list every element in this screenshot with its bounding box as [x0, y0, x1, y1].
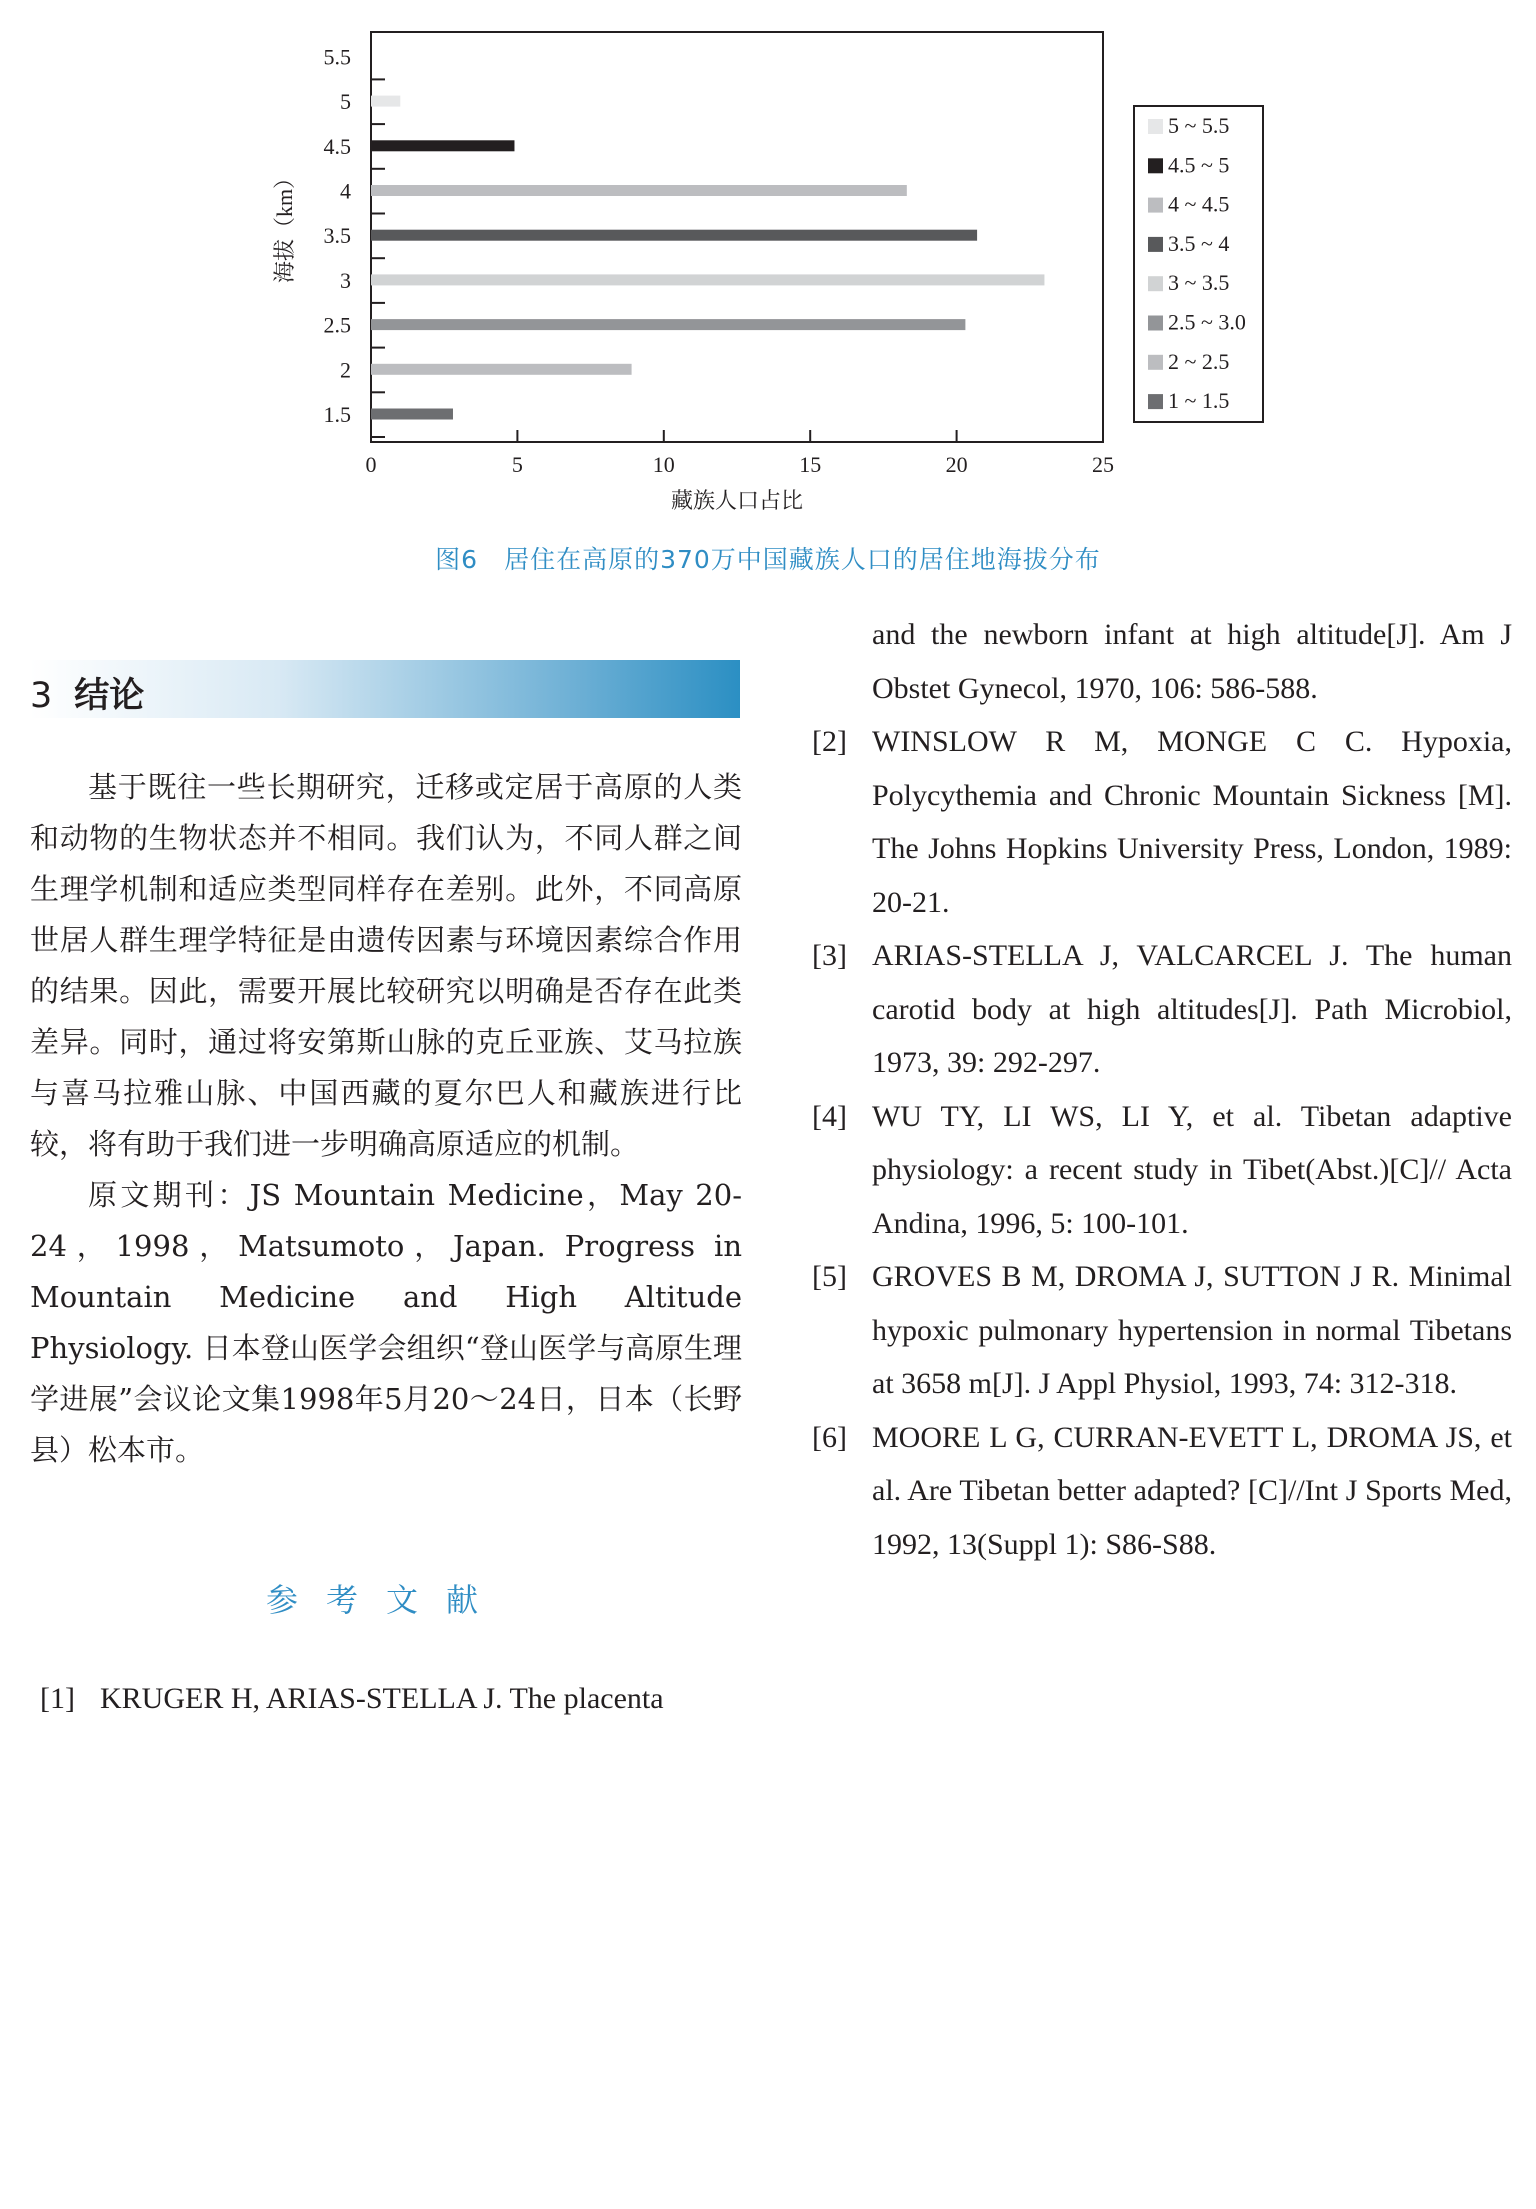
figure-caption: 图6 居住在高原的370万中国藏族人口的居住地海拔分布 [435, 545, 1101, 574]
legend-label: 2.5 ~ 3.0 [1168, 309, 1246, 335]
y-tick-label: 4 [340, 178, 351, 204]
legend-swatch [1148, 198, 1163, 213]
conclusion-paragraph: 基于既往一些长期研究，迁移或定居于高原的人类和动物的生物状态并不相同。我们认为，不同人群之间生理学机制和适应类型同样存在差别。此外，不同高原世居人群生理学特征是由遗传因素与环境因素综合作用的结果。因此，需要开展比较研究以明确是否存在此类差异。同时，通过将安第斯山脉的克丘亚族、艾马拉族与喜马拉雅山脉、中国西藏的夏尔巴人和藏族进行比较，将有助于我们进一步明确高原适应的机制。 [30, 770, 742, 1161]
bar [371, 140, 514, 151]
x-tick-label: 25 [1092, 452, 1114, 477]
reference-1-start [40, 1672, 742, 1726]
bar [371, 274, 1044, 285]
conclusion-body [30, 762, 742, 1476]
reference-tag: [3] [812, 939, 847, 972]
source-note-paragraph: 原文期刊：JS Mountain Medicine，May 20-24，1998，Matsumoto，Japan. Progress in Mountain Medicine and High Altitude Physiology. 日本登山医学会组织“登山医学与高原生理学进展”会议论文集1998年5月20～24日，日本（长野县）松本市。 [30, 1178, 742, 1467]
x-tick-label: 15 [799, 452, 822, 477]
reference-item [812, 1090, 1512, 1251]
reference-text: GROVES B M, DROMA J, SUTTON J R. Minimal hypoxic pulmonary hypertension in normal Tibetans at 3658 m[J]. J Appl Physiol, 1993, 74: 312-318. [872, 1260, 1512, 1400]
y-tick-label: 5.5 [323, 44, 351, 70]
references-heading: 参考文献 [265, 1581, 506, 1619]
legend-label: 4.5 ~ 5 [1168, 152, 1230, 178]
reference-tag: [6] [812, 1420, 847, 1454]
reference-text: ARIAS-STELLA J, VALCARCEL J. The human carotid body at high altitudes[J]. Path Microbiol, 1973, 39: 292-297. [872, 939, 1512, 1079]
section-title [30, 668, 144, 718]
y-tick-label: 3 [340, 267, 351, 293]
legend-label: 1 ~ 1.5 [1168, 388, 1230, 414]
y-axis-label: 海拔（km） [272, 166, 297, 284]
reference-item [812, 1250, 1512, 1411]
y-tick-label: 1.5 [323, 402, 351, 427]
legend-label: 3.5 ~ 4 [1168, 230, 1230, 256]
reference-text: WINSLOW R M, MONGE C C. Hypoxia, Polycythemia and Chronic Mountain Sickness [M]. The Johns Hopkins University Press, London, 1989: 20-21. [872, 725, 1512, 919]
reference-item [812, 929, 1512, 1090]
references-right-column [812, 608, 1512, 1571]
bars-layer [371, 96, 1044, 420]
reference-item [812, 1411, 1512, 1572]
reference-tag: [1] [40, 1682, 75, 1715]
legend-swatch [1148, 158, 1163, 173]
reference-tag: [4] [812, 1099, 847, 1133]
reference-text: KRUGER H, ARIAS-STELLA J. The placenta [100, 1682, 664, 1715]
reference-item [812, 715, 1512, 929]
x-tick-label: 20 [945, 452, 968, 477]
y-tick-label: 4.5 [323, 133, 351, 159]
altitude-distribution-chart [0, 0, 1536, 540]
reference-tag: [5] [812, 1260, 847, 1293]
bar [371, 319, 965, 330]
x-tick-label: 0 [365, 452, 377, 477]
bar [371, 409, 453, 420]
y-tick-label: 2.5 [323, 312, 351, 338]
y-tick-label: 5 [340, 89, 351, 115]
reference-tag: [2] [812, 725, 847, 758]
x-axis-label: 藏族人口占比 [670, 488, 804, 513]
bar [371, 230, 977, 241]
x-ticks [366, 430, 1115, 477]
reference-text: WU TY, LI WS, LI Y, et al. Tibetan adaptive physiology: a recent study in Tibet(Abst.)[C]// Acta Andina, 1996, 5: 100-101. [872, 1099, 1512, 1240]
y-tick-label: 2 [340, 357, 351, 383]
reference-1-continued [812, 608, 1512, 715]
reference-text: MOORE L G, CURRAN-EVETT L, DROMA JS, et al. Are Tibetan better adapted? [C]//Int J Sports Med, 1992, 13(Suppl 1): S86-S88. [872, 1420, 1512, 1561]
y-tick-label: 3.5 [323, 223, 351, 249]
legend-swatch [1148, 355, 1163, 370]
legend-swatch [1148, 237, 1163, 252]
legend-swatch [1148, 394, 1163, 409]
legend-label: 4 ~ 4.5 [1168, 191, 1230, 217]
bar [371, 185, 907, 196]
legend-label: 5 ~ 5.5 [1168, 113, 1230, 138]
bar [371, 96, 400, 107]
legend-swatch [1148, 276, 1163, 291]
x-tick-label: 5 [511, 452, 523, 477]
section-title-text: 结论 [74, 676, 145, 716]
reference-text: and the newborn infant at high altitude[J]. Am J Obstet Gynecol, 1970, 106: 586-588. [872, 618, 1512, 705]
x-tick-label: 10 [652, 452, 675, 477]
bar [371, 364, 632, 375]
legend-label: 3 ~ 3.5 [1168, 270, 1230, 296]
legend-swatch [1148, 119, 1163, 134]
section-number: 3 [30, 676, 53, 716]
legend-label: 2 ~ 2.5 [1168, 348, 1230, 374]
legend-swatch [1148, 316, 1163, 331]
